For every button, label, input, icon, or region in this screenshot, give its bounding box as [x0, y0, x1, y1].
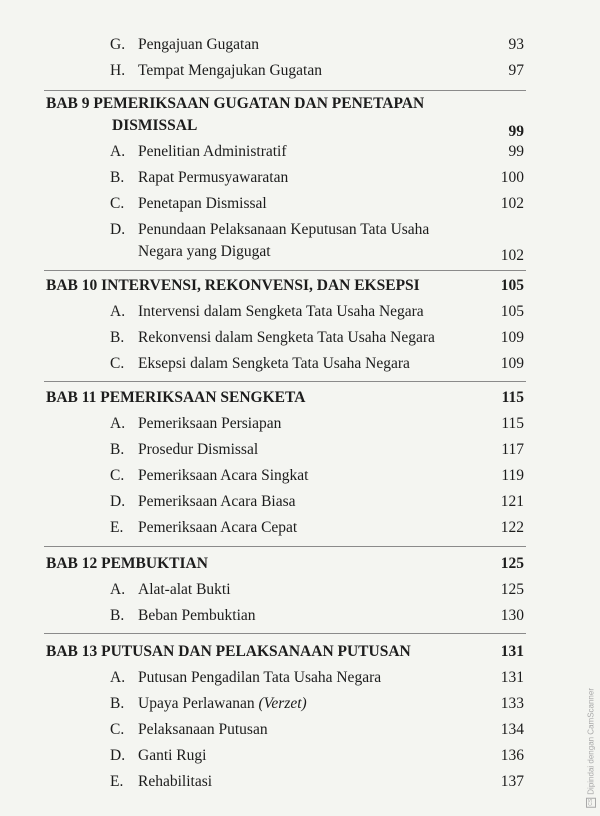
- entry-letter: D.: [110, 221, 126, 238]
- entry-title: Tempat Mengajukan Gugatan: [138, 62, 322, 79]
- entry-letter: C.: [110, 195, 125, 212]
- entry-page: 100: [500, 169, 524, 186]
- entry-title: Penundaan Pelaksanaan Keputusan Tata Usaha: [138, 221, 430, 238]
- entry-letter: A.: [110, 303, 126, 320]
- entry-page: 133: [500, 695, 524, 712]
- entry-letter: C.: [110, 721, 125, 738]
- entry-letter: A.: [110, 669, 126, 686]
- entry-letter: B.: [110, 441, 125, 458]
- divider: [44, 546, 526, 547]
- entry-title: Prosedur Dismissal: [138, 441, 259, 458]
- entry-page: 102: [500, 247, 524, 264]
- entry-title: Intervensi dalam Sengketa Tata Usaha Negara: [138, 303, 424, 320]
- entry-page: 109: [500, 329, 524, 346]
- divider: [44, 90, 526, 91]
- entry-title: Ganti Rugi: [138, 747, 207, 764]
- chapter-title-cont: DISMISSAL: [112, 117, 198, 134]
- chapter-title: BAB 12 PEMBUKTIAN: [46, 555, 208, 572]
- entry-page: 102: [500, 195, 524, 212]
- entry-title: Alat-alat Bukti: [138, 581, 231, 598]
- entry-letter: B.: [110, 607, 125, 624]
- entry-page: 136: [500, 747, 524, 764]
- entry-letter: D.: [110, 747, 126, 764]
- entry-title: Eksepsi dalam Sengketa Tata Usaha Negara: [138, 355, 410, 372]
- entry-page: 125: [500, 581, 524, 598]
- divider: [44, 270, 526, 271]
- entry-title: Pemeriksaan Acara Singkat: [138, 467, 309, 484]
- entry-title: Pemeriksaan Persiapan: [138, 415, 282, 432]
- entry-title: Rapat Permusyawaratan: [138, 169, 289, 186]
- chapter-title: BAB 13 PUTUSAN DAN PELAKSANAAN PUTUSAN: [46, 643, 411, 660]
- entry-page: 130: [500, 607, 524, 624]
- entry-page: 117: [501, 441, 524, 458]
- divider: [44, 381, 526, 382]
- entry-letter: H.: [110, 62, 126, 79]
- entry-title: Penelitian Administratif: [138, 143, 287, 160]
- entry-page: 109: [500, 355, 524, 372]
- entry-title-main: Upaya Perlawanan: [138, 695, 255, 712]
- entry-title-cont: Negara yang Digugat: [138, 243, 271, 260]
- chapter-title: BAB 9 PEMERIKSAAN GUGATAN DAN PENETAPAN: [46, 95, 425, 112]
- chapter-page: 115: [501, 389, 524, 406]
- entry-title: Pemeriksaan Acara Biasa: [138, 493, 296, 510]
- entry-page: 134: [500, 721, 524, 738]
- entry-page: 121: [500, 493, 524, 510]
- entry-title: Beban Pembuktian: [138, 607, 256, 624]
- entry-title: Pengajuan Gugatan: [138, 36, 259, 53]
- entry-letter: G.: [110, 36, 126, 53]
- entry-title: Penetapan Dismissal: [138, 195, 267, 212]
- entry-page: 122: [500, 519, 524, 536]
- entry-title: Pelaksanaan Putusan: [138, 721, 268, 738]
- entry-page: 97: [508, 62, 524, 79]
- entry-title: Rekonvensi dalam Sengketa Tata Usaha Negara: [138, 329, 435, 346]
- scanner-watermark: [586, 688, 596, 808]
- chapter-page: 99: [508, 123, 524, 140]
- entry-page: 115: [501, 415, 524, 432]
- entry-letter: A.: [110, 581, 126, 598]
- entry-page: 131: [500, 669, 524, 686]
- entry-letter: E.: [110, 773, 124, 790]
- entry-letter: B.: [110, 329, 125, 346]
- entry-page: 93: [508, 36, 524, 53]
- entry-title: [138, 693, 307, 715]
- entry-page: 119: [501, 467, 524, 484]
- chapter-title: BAB 10 INTERVENSI, REKONVENSI, DAN EKSEPSI: [46, 277, 420, 294]
- entry-letter: D.: [110, 493, 126, 510]
- entry-letter: C.: [110, 467, 125, 484]
- watermark-text: Dipindai dengan CamScanner: [586, 688, 596, 795]
- entry-page: 99: [508, 143, 524, 160]
- entry-letter: B.: [110, 695, 125, 712]
- chapter-page: 125: [500, 555, 524, 572]
- chapter-page: 131: [500, 643, 524, 660]
- entry-letter: A.: [110, 143, 126, 160]
- entry-letter: B.: [110, 169, 125, 186]
- divider: [44, 633, 526, 634]
- entry-title: Pemeriksaan Acara Cepat: [138, 519, 298, 536]
- entry-letter: A.: [110, 415, 126, 432]
- entry-page: 137: [500, 773, 524, 790]
- entry-letter: E.: [110, 519, 124, 536]
- chapter-title: BAB 11 PEMERIKSAAN SENGKETA: [46, 389, 306, 406]
- entry-title-italic: (Verzet): [258, 695, 307, 712]
- chapter-page: 105: [500, 277, 524, 294]
- camscanner-logo-icon: CS: [588, 799, 594, 807]
- entry-page: 105: [500, 303, 524, 320]
- entry-title: Rehabilitasi: [138, 773, 213, 790]
- entry-title: Putusan Pengadilan Tata Usaha Negara: [138, 669, 382, 686]
- entry-letter: C.: [110, 355, 125, 372]
